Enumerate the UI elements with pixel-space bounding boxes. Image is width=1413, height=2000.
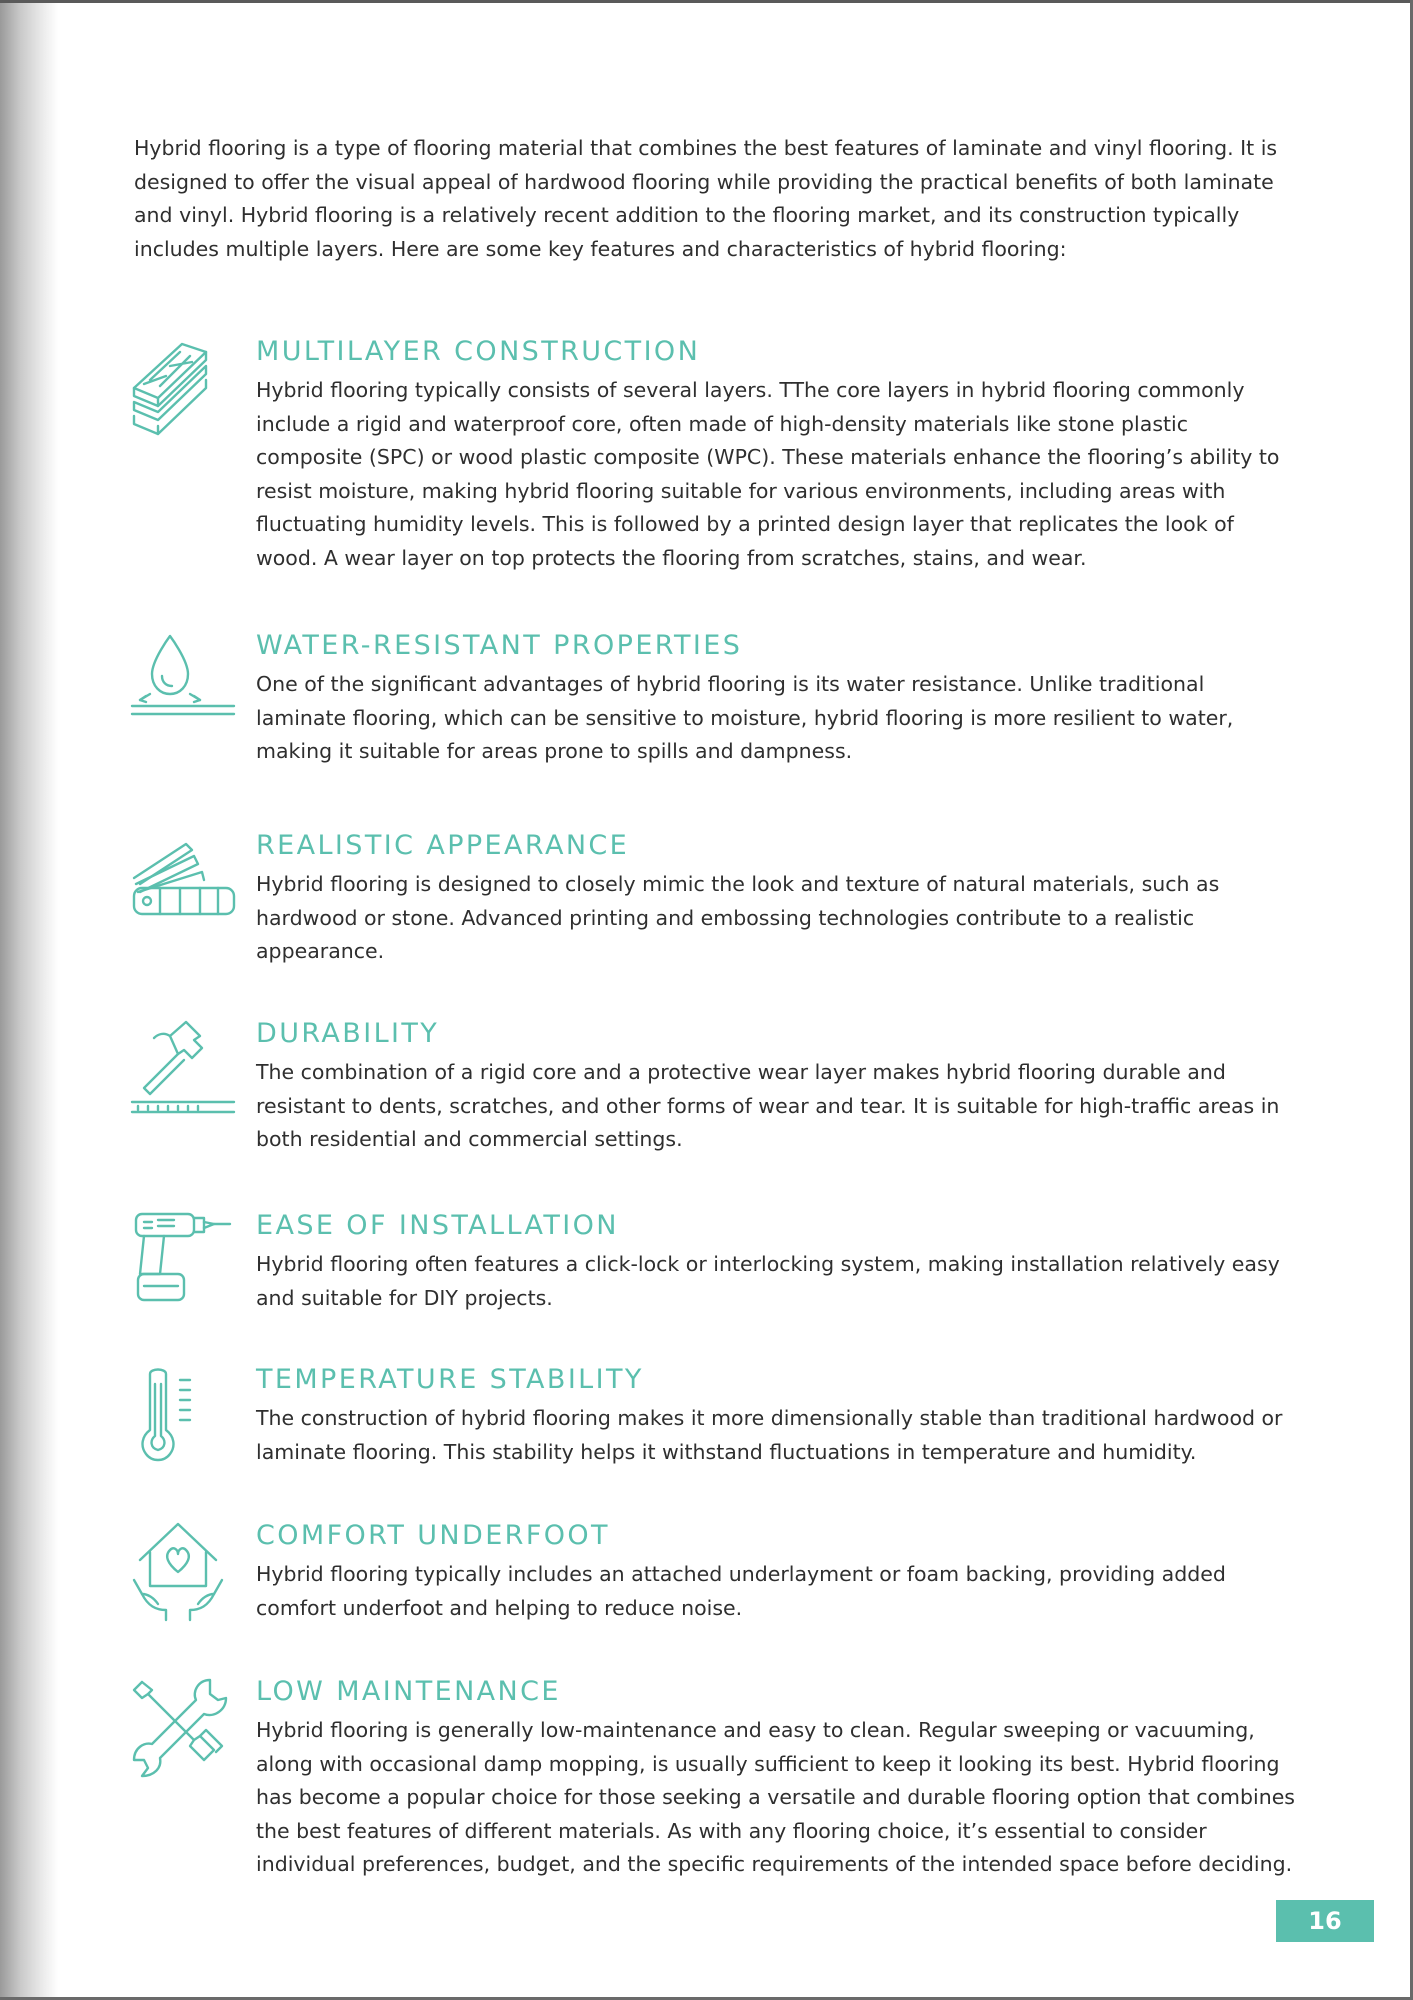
section-title: DURABILITY (256, 1018, 440, 1049)
section-body: The construction of hybrid flooring makes it more dimensionally stable than traditional hardwood or laminate flooring. This stability helps it withstand fluctuations in temperature and humidity. (256, 1406, 1283, 1464)
page-edge-shadow (0, 0, 58, 2000)
section-body: Hybrid flooring is designed to closely mimic the look and texture of natural materials, such as hardwood or stone. Advanced printing and embossing technologies contribute to a realistic appearance. (256, 872, 1220, 963)
intro-paragraph: Hybrid flooring is a type of flooring material that combines the best features of laminate and vinyl flooring. It is designed to offer the visual appeal of hardwood flooring while providing the practical benefits of both laminate and vinyl. Hybrid flooring is a relatively recent addition to the flooring market, and its construction typically includes multiple layers. Here are some key features and characteristics of hybrid flooring: (134, 136, 1278, 261)
section-title: EASE OF INSTALLATION (256, 1210, 619, 1241)
thermometer-icon (130, 1364, 236, 1470)
section-title: WATER-RESISTANT PROPERTIES (256, 630, 743, 661)
layered-planks-icon (130, 336, 236, 442)
hammer-icon (130, 1018, 236, 1124)
page-number: 16 (1276, 1900, 1374, 1942)
section-body: Hybrid flooring typically includes an attached underlayment or foam backing, providing added comfort underfoot and helping to reduce noise. (256, 1562, 1226, 1620)
section-title: LOW MAINTENANCE (256, 1676, 561, 1707)
section-title: REALISTIC APPEARANCE (256, 830, 630, 861)
section-title: MULTILAYER CONSTRUCTION (256, 336, 701, 367)
section-body: One of the significant advantages of hybrid flooring is its water resistance. Unlike traditional laminate flooring, which can be sensitive to moisture, hybrid flooring is more resilient to water, making it suitable for areas prone to spills and dampness. (256, 672, 1234, 763)
home-care-icon (130, 1520, 236, 1626)
section-title: TEMPERATURE STABILITY (256, 1364, 644, 1395)
section-body: Hybrid flooring is generally low-maintenance and easy to clean. Regular sweeping or vacuuming, along with occasional damp mopping, is usually sufficient to keep it looking its best. Hybrid flooring has become a popular choice for those seeking a versatile and durable flooring option that combines the best features of different materials. As with any flooring choice, it’s essential to consider individual preferences, budget, and the specific requirements of the intended space before deciding. (256, 1718, 1295, 1876)
water-drop-icon (130, 630, 236, 736)
page-border (0, 0, 1413, 3)
section-body: Hybrid flooring typically consists of several layers. TThe core layers in hybrid flooring commonly include a rigid and waterproof core, often made of high-density materials like stone plastic composite (SPC) or wood plastic composite (WPC). These materials enhance the flooring’s ability to resist moisture, making hybrid flooring suitable for various environments, including areas with fluctuating humidity levels. This is followed by a printed design layer that replicates the look of wood. A wear layer on top protects the flooring from scratches, stains, and wear. (256, 378, 1280, 570)
color-swatch-icon (130, 830, 236, 936)
section-title: COMFORT UNDERFOOT (256, 1520, 610, 1551)
power-drill-icon (130, 1210, 236, 1316)
tools-icon (130, 1676, 236, 1782)
section-body: The combination of a rigid core and a protective wear layer makes hybrid flooring durable and resistant to dents, scratches, and other forms of wear and tear. It is suitable for high-traffic areas in both residential and commercial settings. (256, 1060, 1280, 1151)
section-body: Hybrid flooring often features a click-lock or interlocking system, making installation relatively easy and suitable for DIY projects. (256, 1252, 1280, 1310)
